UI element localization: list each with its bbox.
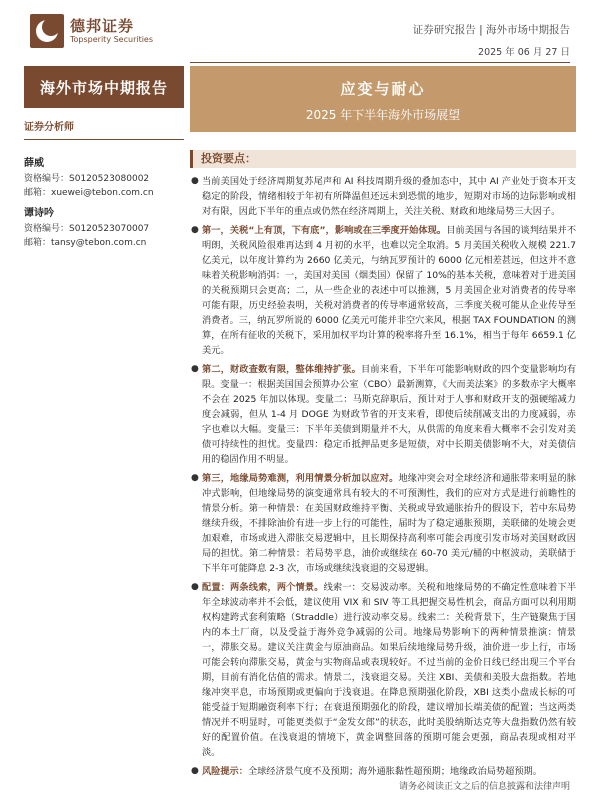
key-points-heading: 投资要点： xyxy=(190,150,576,168)
key-point-tariff xyxy=(190,223,576,358)
analyst-name: 谭诗吟 xyxy=(24,208,54,219)
key-point-text: 当前美国处于经济周期复苏尾声和 AI 科技周期升级的叠加态中，其中 AI 产业处于资本开支稳定的阶段，情绪相较于年初有所降温但还远未到恐慌的地步，短期对市场的边际影响或相对有限，因此下半年的重点或仍然在经济周期上，关注关税、财政和地缘局势三大因子。 xyxy=(202,176,576,217)
sidebar-divider xyxy=(24,139,184,140)
analyst-email[interactable]: 邮箱：xuewei@tebon.com.cn xyxy=(24,188,154,198)
bullet-icon: ● xyxy=(191,582,199,592)
bullet-icon: ● xyxy=(191,225,199,235)
bullet-icon: ● xyxy=(191,766,199,776)
logo-name-cn: 德邦证券 xyxy=(70,17,135,35)
key-point-highlight: 第一，关税“上有顶，下有底”，影响或在三季度开始体现。 xyxy=(202,225,447,236)
key-point-text: 目前美国与各国的谈判结果并不明朗，关税风险很难再达到 4 月初的水平，也难以完全取消。5 月美国关税收入规模 221.7 亿美元，以年度计算约为 2660 亿美元，与纳瓦罗预计的 6000 亿元相差甚远，但这并不意味着关税影响消弭：一，美国对美国（烟类国）保留了 10%的基本关税，意味着对于进美国的关税预期只会更高；二，从一些企业的表述中可以推测，5 月美国企业对消费者的传导率可能有限，历史经验表明，关税对消费者的传导率通常较高，三季度关税可能从企业传导至消费者。三，纳瓦罗所说的 6000 亿美元可能并非空穴来风，根据 TAX FOUNDATION 的测算，在所有征收的关税下，采用加权平均计算的税率将升至 16.1%，相当于每年 6659.1 亿美元。 xyxy=(202,225,577,356)
analyst-email[interactable]: 邮箱：tansy@tebon.com.cn xyxy=(24,238,147,248)
risk-heading: 风险提示： xyxy=(202,766,248,777)
bullet-icon: ● xyxy=(191,473,199,483)
report-date: 2025 年 06 月 27 日 xyxy=(478,47,570,58)
header-divider xyxy=(190,62,570,63)
key-point-allocation xyxy=(190,580,576,760)
analyst-card xyxy=(24,154,184,200)
report-subtitle: 2025 年下半年海外市场展望 xyxy=(305,108,461,122)
bullet-icon: ● xyxy=(191,176,199,186)
key-point-highlight: 第三，地缘局势难测，利用情景分析加以应对。 xyxy=(202,473,399,484)
analyst-cert: 资格编号：S0120523080002 xyxy=(24,174,150,184)
key-point-fiscal xyxy=(190,362,576,467)
key-point-geopolitics xyxy=(190,471,576,576)
key-point-highlight: 配置：两条线索，两个情景。 xyxy=(202,582,324,593)
report-title: 应变与耐心 xyxy=(340,80,426,98)
analyst-heading: 证券分析师 xyxy=(24,122,74,133)
key-point-text: 线索一：交易波动率。关税和地缘局势的不确定性意味着下半年全球波动率并不会低，建议使用 VIX 和 SIV 等工具把握交易性机会，商品方面可以利用期权构建跨式套利策略（Straddle）进行波动率交易。线索二：关税背景下，生产链聚焦于国内的本土厂商，以及受益于海外竞争减弱的公司。地缘局势影响下的两种情景推演：情景一，滞胀交易。建议关注黄金与原油商品。如果后续地缘局势升级，油价进一步上行，市场可能会转向滞胀交易，黄金与实物商品或表现较好。不过当前的金价日线已经出现三个平台期，目前有消化估值的需求。情景二，浅衰退交易。关注 XBI、美债和美股大盘指数。若地缘冲突平息，市场预期或更偏向于浅衰退。在降息预期强化阶段，XBI 这类小盘成长标的可能受益于短期融资利率下行；在衰退预期强化的阶段，建议增加长端美债的配置；当这两类情况并不明显时，可能更类似于“金发女郎”的状态，此时美股纳斯达克等大盘指数仍然有较好的配置价值。在浅衰退的情境下，黄金调整回落的预期可能会更强，商品表现或相对平淡。 xyxy=(202,582,577,758)
key-point-text: 目前来看，下半年可能影响财政的四个变量影响均有限。变量一：根据美国国会预算办公室（CBO）最新测算，《大而美法案》的多数赤字大概率不会在 2025 年加以体现。变量二：马斯克辞职后，预计对于人事和财政开支的强硬缩减力度会减弱，但从 1-4 月 DOGE 为财政节省的开支来看，即使后续削减支出的力度减弱，赤字也难以大幅。变量三：下半年美债到期量并不大，从供需的角度来看大概率不会引发对美债可持续性的担忧。变量四：稳定币抵押品更多是短债，对中长期美债影响不大，对美债信用的稳固作用不明显。 xyxy=(202,364,577,465)
analyst-card xyxy=(24,204,184,250)
analyst-sidebar xyxy=(24,118,184,254)
footer-disclaimer: 请务必阅读正文之后的信息披露和法律声明 xyxy=(398,782,570,792)
analyst-cert: 资格编号：S0120523070007 xyxy=(24,224,150,234)
analyst-name: 薛威 xyxy=(24,158,44,169)
risk-warning xyxy=(190,764,576,779)
logo-mark-icon xyxy=(30,14,64,48)
key-point-text: 地缘冲突会对全球经济和通胀带来明显的脉冲式影响，但地缘局势的演变通常具有较大的不可预测性，我们的应对方式是进行前瞻性的情景分析。第一种情景：在美国财政维持平衡、关税或导致通胀抬升的假设下，若中东局势继续升级，不排除油价有进一步上行的可能性，届时为了稳定通胀预期，美联储的处境会更加艰难，市场或进入滞胀交易逻辑中，且长期保持高利率可能会再度引发市场对美国财政因局的担忧。第二种情景：若局势平息，油价或继续在 60-70 美元/桶的中枢波动，美联储于下半年可能降息 2-3 次，市场或继续浅衰退的交易逻辑。 xyxy=(202,473,576,574)
key-points-section xyxy=(190,150,576,783)
company-logo xyxy=(30,14,160,48)
report-type: 证券研究报告 | 海外市场中期报告 xyxy=(412,24,570,36)
section-banner: 海外市场中期报告 xyxy=(24,66,184,108)
risk-text: 全球经济景气度不及预期；海外通胀黏性超预期；地缘政治局势超预期。 xyxy=(247,766,542,777)
bullet-icon: ● xyxy=(191,364,199,374)
key-point-intro xyxy=(190,174,576,219)
key-point-highlight: 第二，财政查数有限，整体维持扩张。 xyxy=(202,364,362,375)
logo-name-en: Topsperity Securities xyxy=(70,35,154,44)
title-banner xyxy=(190,66,576,132)
